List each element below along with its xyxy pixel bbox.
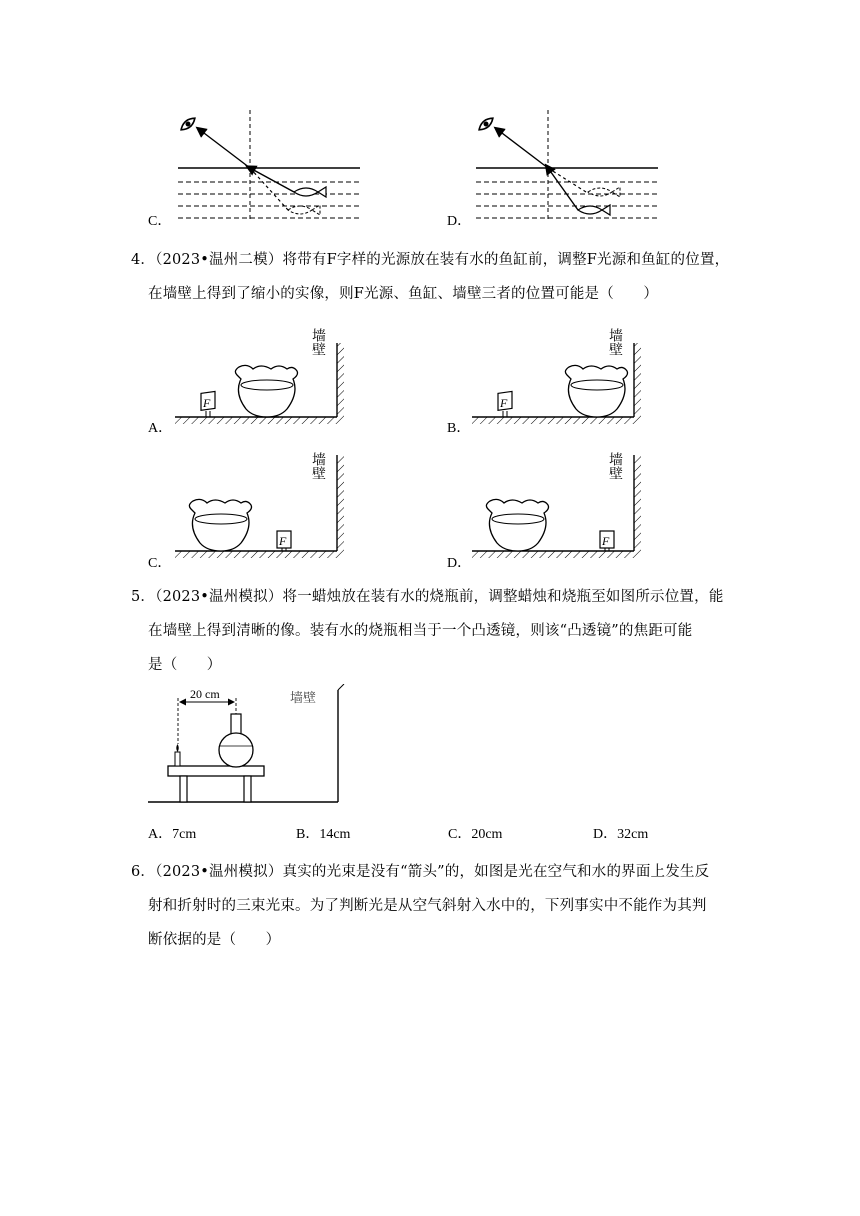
q5-text-line-3: 是（ ）	[148, 657, 222, 673]
fishbowl-icon	[486, 499, 548, 551]
q3-option-c-label: C．	[148, 214, 172, 229]
q6-text-line-2: 射和折射时的三束光束。为了判断光是从空气斜射入水中的，下列事实中不能作为其判	[148, 898, 707, 914]
q5-figure	[148, 684, 353, 806]
q4-text-line-1: 4．（2023•温州二模）将带有F字样的光源放在装有水的鱼缸前，调整F光源和鱼缸的位置，	[131, 252, 730, 268]
wall-label: 墙壁	[607, 328, 623, 356]
q4-text-line-2: 在墙壁上得到了缩小的实像，则F光源、鱼缸、墙壁三者的位置可能是（ ）	[148, 286, 659, 302]
fish-image-icon	[588, 187, 620, 197]
eye-icon	[179, 116, 197, 133]
q5-choice-b[interactable]: B．14cm	[296, 827, 351, 842]
distance-label: 20 cm	[190, 687, 220, 701]
flask-icon	[219, 714, 253, 767]
svg-text:F: F	[602, 534, 610, 548]
q3-figure-c	[170, 110, 365, 225]
q4-figure-b	[472, 313, 642, 433]
wall-label: 墙壁	[290, 691, 317, 706]
wall-label: 墙壁	[310, 452, 326, 480]
svg-text:F: F	[203, 396, 211, 410]
fish-icon	[294, 187, 326, 197]
wall-label: 墙壁	[310, 328, 326, 356]
q4-option-c-label: C．	[148, 556, 172, 571]
svg-text:F: F	[279, 534, 287, 548]
q5-choice-a[interactable]: A．7cm	[148, 827, 197, 842]
q6-text-line-1: 6．（2023•温州模拟）真实的光束是没有“箭头”的，如图是光在空气和水的界面上发生反	[131, 864, 710, 880]
q4-option-b-label: B．	[447, 421, 471, 436]
f-light-source-icon	[498, 391, 512, 417]
wall-label: 墙壁	[607, 452, 623, 480]
q4-figure-a	[175, 313, 345, 433]
q3-figure-d	[468, 110, 663, 225]
fishbowl-icon	[189, 499, 251, 551]
q5-choice-d[interactable]: D．32cm	[593, 827, 649, 842]
candle-icon	[175, 744, 180, 766]
fishbowl-icon	[565, 365, 627, 417]
fishbowl-icon	[235, 365, 297, 417]
f-light-source-icon	[201, 391, 215, 417]
f-light-source-icon	[277, 531, 291, 551]
f-light-source-icon	[600, 531, 614, 551]
q4-figure-c	[175, 447, 345, 567]
q4-option-a-label: A．	[148, 421, 173, 436]
q4-figure-d	[472, 447, 642, 567]
q5-text-line-2: 在墙壁上得到清晰的像。装有水的烧瓶相当于一个凸透镜，则该“凸透镜”的焦距可能	[148, 623, 693, 639]
svg-text:F: F	[500, 396, 508, 410]
q5-text-line-1: 5．（2023•温州模拟）将一蜡烛放在装有水的烧瓶前，调整蜡烛和烧瓶至如图所示位置，能	[131, 589, 724, 605]
q4-option-d-label: D．	[447, 556, 472, 571]
q5-choice-c[interactable]: C．20cm	[448, 827, 503, 842]
q6-text-line-3: 断依据的是（ ）	[148, 932, 281, 948]
q3-option-d-label: D．	[447, 214, 472, 229]
eye-icon	[477, 116, 495, 133]
q5-choices	[148, 823, 748, 843]
